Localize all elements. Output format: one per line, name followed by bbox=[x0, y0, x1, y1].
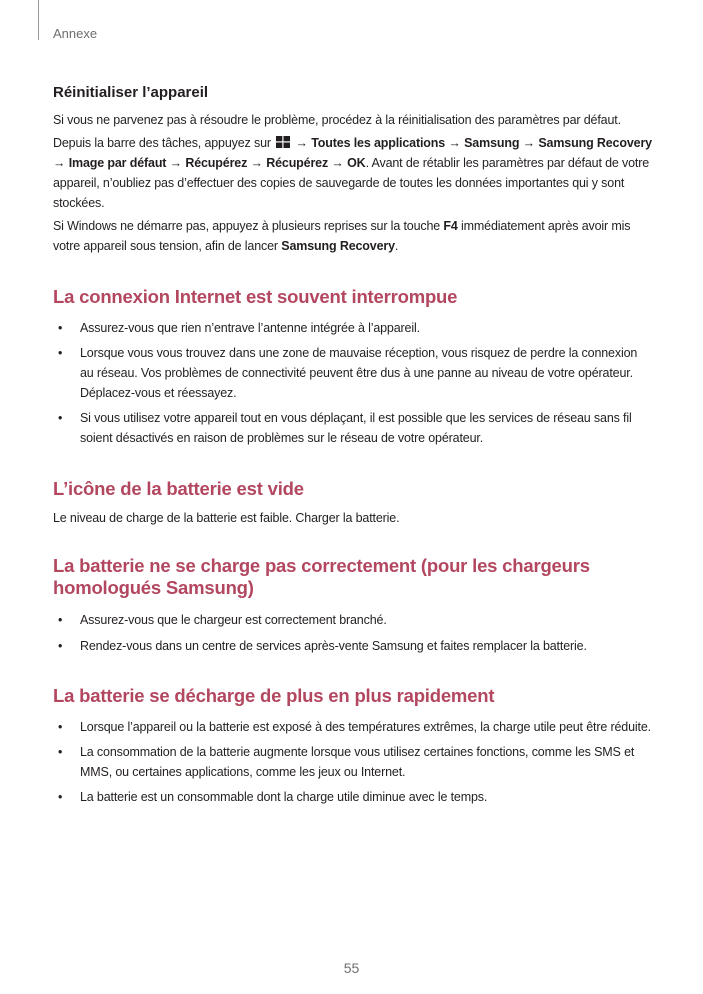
bullet-icon: • bbox=[58, 411, 63, 425]
reset-p3-a: Si Windows ne démarre pas, appuyez à plusieurs reprises sur la touche bbox=[53, 219, 441, 233]
arrow: → bbox=[331, 156, 344, 170]
bullet-icon: • bbox=[58, 745, 63, 759]
arrow: → bbox=[295, 136, 308, 150]
list-item: • Si vous utilisez votre appareil tout en vous déplaçant, il est possible que les services de réseau sans fil soient désactivés en raison de problèmes sur le réseau de votre opérateur. bbox=[53, 408, 653, 448]
battery-drain-title: La batterie se décharge de plus en plus rapidement bbox=[53, 685, 495, 706]
header-rule bbox=[38, 0, 39, 40]
reset-p3-end: . bbox=[394, 239, 399, 253]
battery-charge-title: La batterie ne se charge pas correctement (pour les chargeurs homologués Samsung) bbox=[53, 555, 590, 598]
arrow: → bbox=[448, 136, 461, 150]
menu-step-samsung: Samsung bbox=[464, 136, 520, 150]
reset-p2-suffix: . Avant de rétablir les paramètres par défaut de votre appareil, n’oubliez pas d’effectuer des copies de sauvegarde de toutes les données importantes qui y sont stockées. bbox=[53, 156, 650, 210]
app-samsung-recovery: Samsung Recovery bbox=[281, 239, 395, 253]
menu-step-default-image: Image par défaut bbox=[68, 156, 167, 170]
arrow: → bbox=[53, 156, 66, 170]
reset-p2-prefix: Depuis la barre des tâches, appuyez sur bbox=[53, 136, 271, 150]
menu-step-samsung-recovery: Samsung Recovery bbox=[538, 136, 652, 150]
bullet-icon: • bbox=[58, 613, 63, 627]
bullet-icon: • bbox=[58, 639, 63, 653]
bullet-icon: • bbox=[58, 346, 63, 360]
reset-paragraph-2 bbox=[53, 133, 653, 213]
page-content bbox=[53, 84, 653, 807]
key-f4: F4 bbox=[443, 219, 458, 233]
section-header: Annexe bbox=[53, 26, 98, 41]
reset-paragraph-1: Si vous ne parvenez pas à résoudre le problème, procédez à la réinitialisation des paramètres par défaut. bbox=[53, 113, 621, 127]
battery-drain-list bbox=[53, 717, 653, 807]
list-item: • Lorsque l’appareil ou la batterie est exposé à des températures extrêmes, la charge utile peut être réduite. bbox=[53, 717, 653, 737]
list-item: • Rendez-vous dans un centre de services après-vente Samsung et faites remplacer la batterie. bbox=[53, 636, 653, 656]
menu-step-recover-1: Récupérez bbox=[185, 156, 248, 170]
menu-step-all-apps: Toutes les applications bbox=[311, 136, 446, 150]
battery-empty-text: Le niveau de charge de la batterie est faible. Charger la batterie. bbox=[53, 511, 400, 525]
arrow: → bbox=[169, 156, 182, 170]
arrow: → bbox=[250, 156, 263, 170]
arrow: → bbox=[522, 136, 536, 150]
page-number: 55 bbox=[343, 960, 360, 976]
menu-step-recover-2: Récupérez bbox=[266, 156, 329, 170]
list-item: • La consommation de la batterie augmente lorsque vous utilisez certaines fonctions, comme les SMS et MMS, ou certaines applications, comme les jeux ou Internet. bbox=[53, 742, 653, 782]
bullet-icon: • bbox=[58, 790, 63, 804]
internet-list bbox=[53, 318, 653, 448]
reset-p3-b: immédiatement après avoir mis votre appareil sous tension, afin de lancer bbox=[53, 219, 631, 253]
internet-title: La connexion Internet est souvent interrompue bbox=[53, 286, 458, 307]
menu-step-ok: OK bbox=[347, 156, 366, 170]
battery-empty-title: L’icône de la batterie est vide bbox=[53, 478, 304, 499]
bullet-icon: • bbox=[58, 720, 63, 734]
windows-logo-icon bbox=[276, 136, 290, 148]
reset-paragraph-3 bbox=[53, 216, 653, 256]
list-item: • Assurez-vous que le chargeur est correctement branché. bbox=[53, 610, 653, 630]
reset-title: Réinitialiser l’appareil bbox=[53, 84, 209, 101]
list-item: • La batterie est un consommable dont la charge utile diminue avec le temps. bbox=[53, 787, 653, 807]
list-item: • Lorsque vous vous trouvez dans une zone de mauvaise réception, vous risquez de perdre la connexion au réseau. Vos problèmes de connectivité peuvent être dus à une panne au niveau de votre opérateur. Déplacez-vous et réessayez. bbox=[53, 343, 653, 403]
bullet-icon: • bbox=[58, 321, 63, 335]
list-item: • Assurez-vous que rien n’entrave l’antenne intégrée à l’appareil. bbox=[53, 318, 653, 338]
battery-charge-list bbox=[53, 610, 653, 656]
